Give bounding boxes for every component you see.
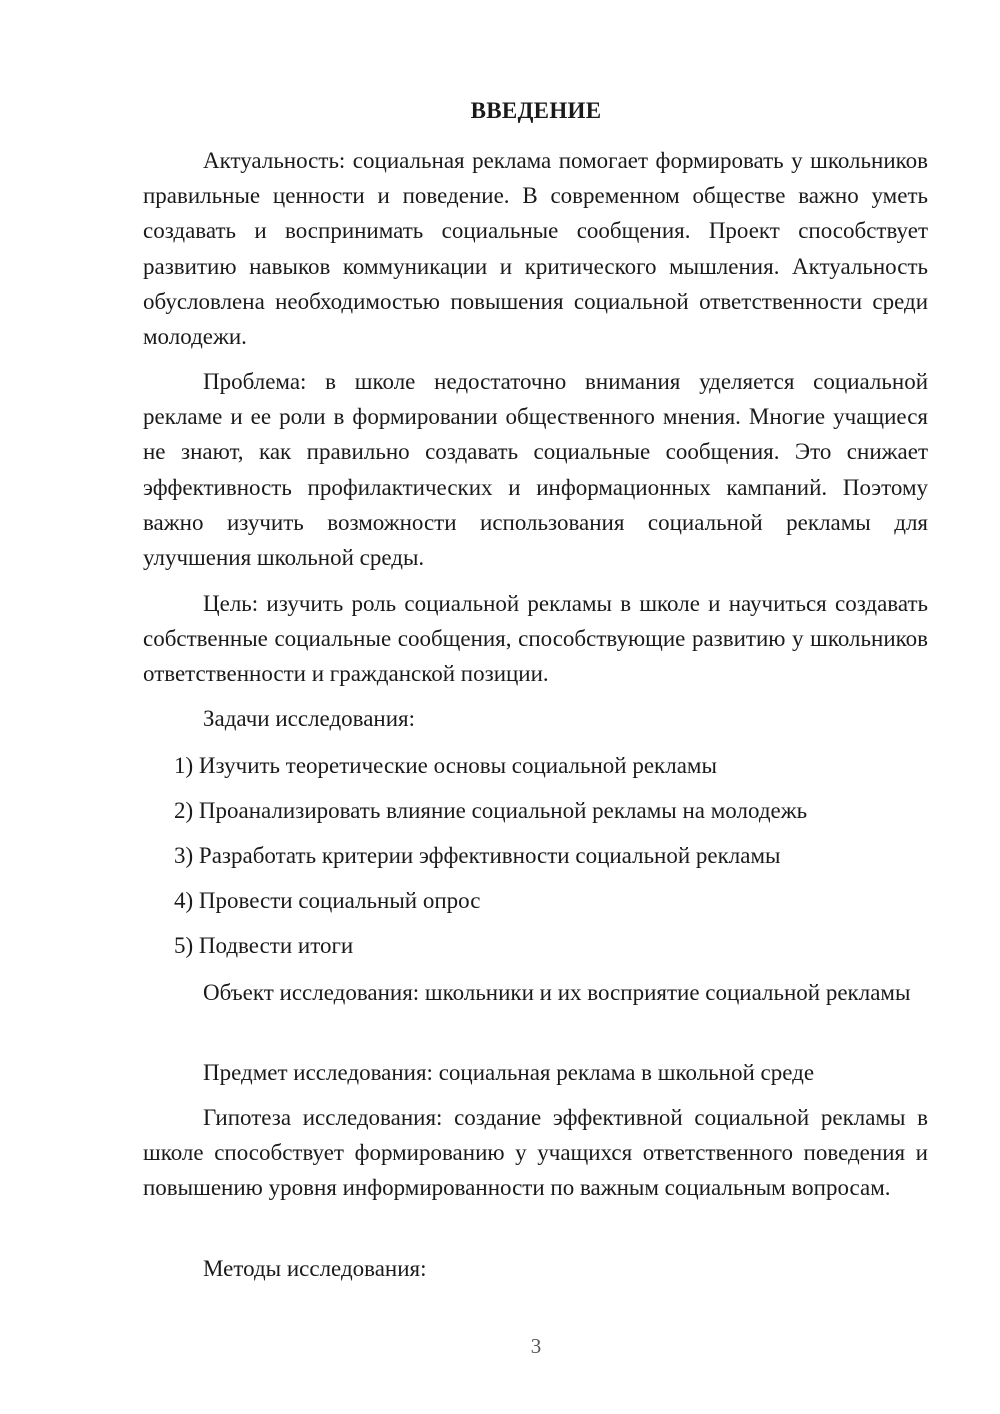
list-item: 2) Проанализировать влияние социальной рекламы на молодежь <box>174 798 808 823</box>
tasks-heading: Задачи исследования: <box>203 706 416 731</box>
list-item: 4) Провести социальный опрос <box>174 888 481 913</box>
methods-heading: Методы исследования: <box>203 1256 427 1281</box>
paragraph-object: Объект исследования: школьники и их восприятие социальной рекламы <box>203 980 911 1005</box>
list-item: 1) Изучить теоретические основы социальной рекламы <box>174 753 717 778</box>
list-item: 5) Подвести итоги <box>174 933 354 958</box>
paragraph-subject: Предмет исследования: социальная реклама в школьной среде <box>203 1060 815 1085</box>
paragraph-problem: Проблема: в школе недостаточно внимания уделяется социальной рекламе и ее роли в формировании общественного мнения. Многие учащиеся не знают, как правильно создавать социальные сообщения. Это снижает эффективность профилактических и информационных кампаний. Поэтому важно изучить возможности использования социальной рекламы для улучшения школьной среды. <box>143 369 928 571</box>
page-number: 3 <box>530 1334 542 1358</box>
section-title: ВВЕДЕНИЕ <box>470 98 602 123</box>
paragraph-relevance: Актуальность: социальная реклама помогает формировать у школьников правильные ценности и поведение. В современном обществе важно уметь создавать и воспринимать социальные сообщения. Проект способствует развитию навыков коммуникации и критического мышления. Актуальность обусловлена необходимостью повышения социальной ответственности среди молодежи. <box>143 148 928 350</box>
paragraph-hypothesis: Гипотеза исследования: создание эффективной социальной рекламы в школе способствует формированию у учащихся ответственного поведения и повышению уровня информированности по важным социальным вопросам. <box>143 1105 928 1201</box>
paragraph-goal: Цель: изучить роль социальной рекламы в школе и научиться создавать собственные социальные сообщения, способствующие развитию у школьников ответственности и гражданской позиции. <box>143 591 928 687</box>
list-item: 3) Разработать критерии эффективности социальной рекламы <box>174 843 781 868</box>
